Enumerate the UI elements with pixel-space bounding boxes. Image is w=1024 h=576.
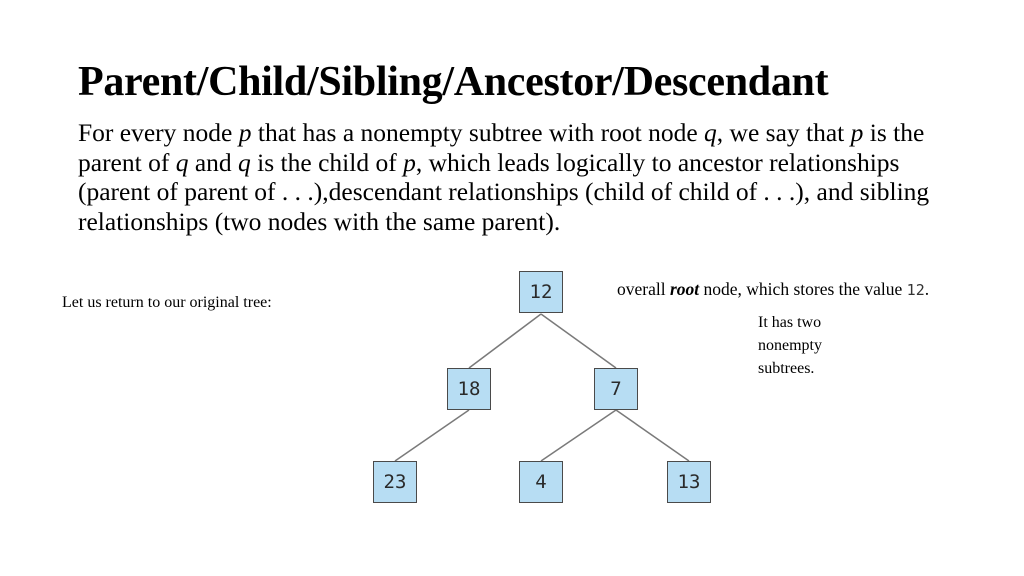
note-text-run: overall: [617, 279, 670, 299]
note-text-run: .: [924, 279, 930, 299]
var-p: p: [850, 118, 864, 147]
tree-node-left-left: 23: [373, 461, 417, 503]
tree-node-right: 7: [594, 368, 638, 410]
root-value-code: 12: [906, 281, 925, 299]
body-text-run: is the child of: [250, 147, 404, 177]
body-text-run: , which leads logically to ancestor relationships (parent of parent of . . .),descendant relationships (child of child of . . .), and sibling relationships (two nodes with the same parent).: [78, 147, 930, 236]
var-q: q: [175, 147, 189, 177]
body-text-run: is the parent of: [78, 118, 925, 177]
var-q: q: [704, 118, 717, 147]
edge-7-13: [616, 410, 689, 461]
body-text-run: For every node: [78, 118, 239, 147]
tree-node-root: 12: [519, 271, 563, 313]
body-text-run: and: [188, 147, 239, 177]
var-p: p: [238, 118, 252, 147]
tree-node-right-left: 4: [519, 461, 563, 503]
var-p: p: [403, 147, 416, 177]
body-text-run: , we say that: [716, 118, 851, 147]
var-q: q: [238, 147, 251, 177]
tree-node-left: 18: [447, 368, 491, 410]
note-subtrees: It has two nonempty subtrees.: [758, 314, 822, 377]
edge-12-18: [469, 314, 541, 368]
note-text-run: node, which stores the value: [699, 279, 907, 299]
note-original-tree: Let us return to our original tree:: [62, 294, 272, 311]
tree-node-right-right: 13: [667, 461, 711, 503]
edge-18-23: [395, 410, 469, 461]
slide-title: Parent/Child/Sibling/Ancestor/Descendant: [78, 59, 829, 105]
body-text-run: that has a nonempty subtree with root node: [251, 118, 705, 147]
edge-12-7: [541, 314, 616, 368]
root-emphasis: root: [669, 279, 700, 299]
edge-7-4: [541, 410, 616, 461]
